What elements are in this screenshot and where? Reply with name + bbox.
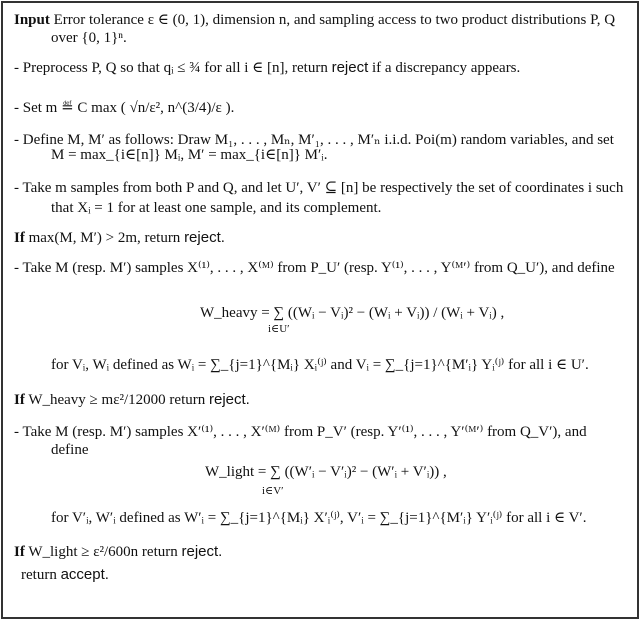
step-text: Set m ≝ C max ( √n/ε², n^(3/4)/ε ).	[22, 100, 235, 116]
bullet: -	[14, 60, 19, 76]
w-light-formula: W_light = ∑ ((W′ᵢ − V′ᵢ)² − (W′ᵢ + V′ᵢ)) ,	[205, 464, 447, 480]
if-label: If	[14, 230, 25, 246]
input-text: Error tolerance ε ∈ (0, 1), dimension n, and sampling access to two product distributions P, Q	[53, 12, 616, 28]
step-light-samples	[14, 423, 587, 441]
if-heavy-check	[14, 391, 250, 409]
step-preprocess	[14, 59, 520, 77]
condition: W_heavy ≥ mε²/12000 return	[28, 392, 206, 408]
step-heavy-samples	[14, 259, 615, 277]
if-light-check	[14, 543, 222, 561]
step-take-samples-cont: that Xᵢ = 1 for at least one sample, and its complement.	[51, 200, 382, 216]
if-label: If	[14, 392, 25, 408]
w-light-sum-index: i∈V′	[262, 485, 284, 497]
w-heavy-formula: W_heavy = ∑ ((Wᵢ − Vᵢ)² − (Wᵢ + Vᵢ)) / (Wᵢ + Vᵢ) ,	[200, 305, 505, 321]
bullet: -	[14, 100, 19, 116]
keyword-reject: reject	[331, 59, 369, 76]
bullet: -	[14, 132, 19, 148]
input-continuation: over {0, 1}ⁿ.	[51, 30, 127, 46]
condition: W_light ≥ ε²/600n return	[28, 544, 178, 560]
input-line	[14, 11, 615, 29]
keyword-reject: reject.	[208, 391, 250, 408]
step-take-samples	[14, 179, 623, 197]
bullet: -	[14, 260, 19, 276]
step-text: Define M, M′ as follows: Draw M₁, . . . , Mₙ, M′₁, . . . , M′ₙ i.i.d. Poi(m) random variables, and set	[22, 132, 614, 148]
step-text: Take m samples from both P and Q, and let U′, V′ ⊆ [n] be respectively the set of coordinates i such	[22, 180, 624, 196]
step-text: Take M (resp. M′) samples X′⁽¹⁾, . . . , X′⁽ᴹ⁾ from P_V′ (resp. Y′⁽¹⁾, . . . , Y′⁽ᴹ′⁾ from Q_V′), and	[22, 424, 587, 440]
step-heavy-def: for Vᵢ, Wᵢ defined as Wᵢ = ∑_{j=1}^{Mᵢ} Xᵢ⁽ʲ⁾ and Vᵢ = ∑_{j=1}^{M′ᵢ} Yᵢ⁽ʲ⁾ for all i ∈ U′.	[51, 357, 589, 373]
step-text: Preprocess P, Q so that qᵢ ≤ ¾ for all i ∈ [n], return	[22, 60, 328, 76]
bullet: -	[14, 424, 19, 440]
step-text: Take M (resp. M′) samples X⁽¹⁾, . . . , X⁽ᴹ⁾ from P_U′ (resp. Y⁽¹⁾, . . . , Y⁽ᴹ′⁾ from Q_U′), and define	[22, 260, 615, 276]
if-max-check	[14, 229, 225, 247]
step-set-m	[14, 99, 234, 117]
step-light-def: for V′ᵢ, W′ᵢ defined as W′ᵢ = ∑_{j=1}^{Mᵢ} X′ᵢ⁽ʲ⁾, V′ᵢ = ∑_{j=1}^{M′ᵢ} Y′ᵢ⁽ʲ⁾ for all i ∈ V′.	[51, 510, 587, 526]
step-define-m-cont: M = max_{i∈[n]} Mᵢ, M′ = max_{i∈[n]} M′ᵢ.	[51, 147, 328, 163]
condition: max(M, M′) > 2m, return	[28, 230, 181, 246]
bullet: -	[14, 180, 19, 196]
w-heavy-sum-index: i∈U′	[268, 323, 290, 335]
input-label: Input	[14, 12, 50, 28]
step-text: if a discrepancy appears.	[372, 60, 521, 76]
return-text: return	[21, 567, 57, 583]
step-light-define: define	[51, 442, 89, 458]
if-label: If	[14, 544, 25, 560]
keyword-accept: accept.	[60, 566, 109, 583]
return-accept	[21, 566, 109, 584]
keyword-reject: reject.	[181, 543, 223, 560]
keyword-reject: reject.	[184, 229, 225, 246]
